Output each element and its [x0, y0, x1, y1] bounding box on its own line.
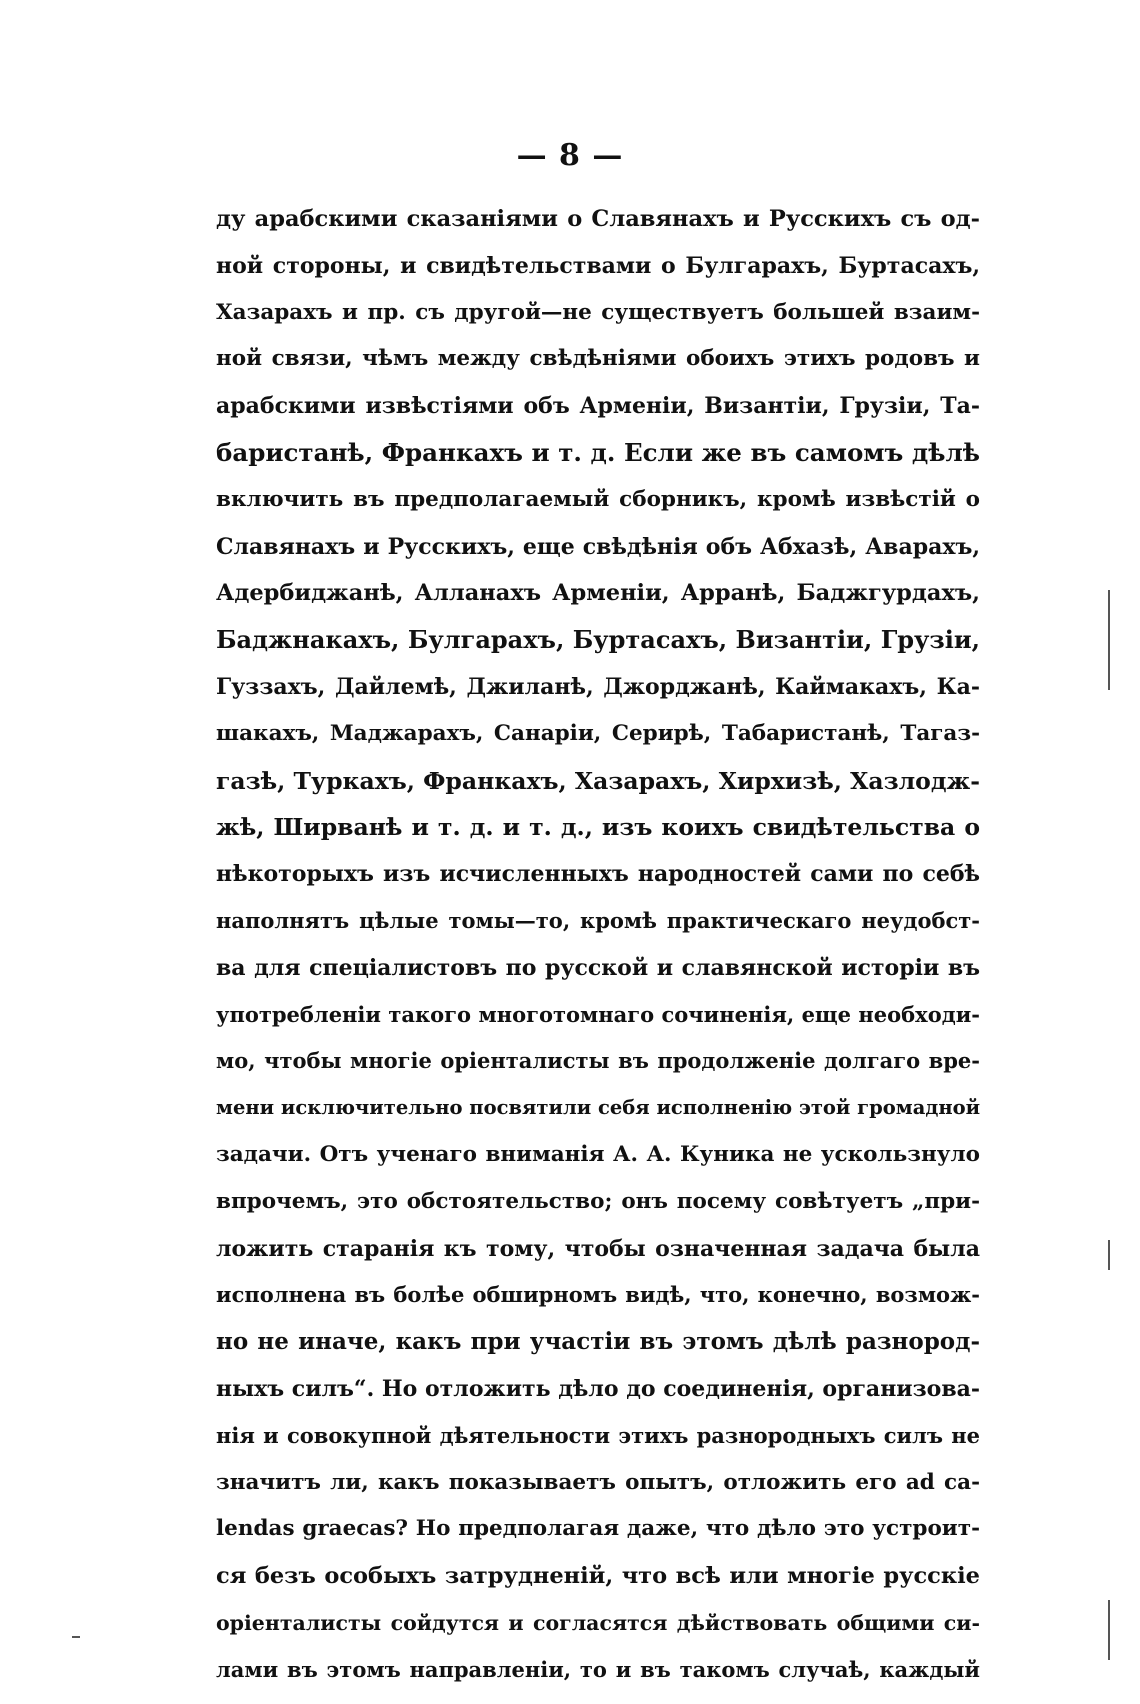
text-line: газѣ, Туркахъ, Франкахъ, Хазарахъ, Хирхизѣ, Хазлодж- [216, 766, 980, 795]
text-line: лами въ этомъ направленіи, то и въ такомъ случаѣ, каждый [216, 1656, 980, 1682]
text-line: задачи. Отъ ученаго вниманія А. А. Куника не ускользнуло [216, 1141, 980, 1167]
text-line: впрочемъ, это обстоятельство; онъ посему совѣтуетъ „при- [216, 1188, 980, 1214]
text-line: ва для спеціалистовъ по русской и славянской исторіи въ [216, 954, 980, 981]
text-line: шакахъ, Маджарахъ, Санаріи, Серирѣ, Табаристанѣ, Тагаз- [216, 720, 980, 746]
text-line: наполнятъ цѣлые томы—то, кромѣ практическаго неудобст- [216, 907, 980, 933]
text-line: Хазарахъ и пр. съ другой—не существуетъ большей взаим- [216, 299, 980, 325]
text-line: исполнена въ болѣе обширномъ видѣ, что, конечно, возмож- [216, 1282, 980, 1308]
text-line: арабскими извѣстіями объ Арменіи, Византіи, Грузіи, Та- [216, 393, 980, 420]
text-line: употребленіи такого многотомнаго сочиненія, еще необходи- [216, 1001, 980, 1027]
text-line: оріенталисты сойдутся и согласятся дѣйствовать общими си- [216, 1610, 980, 1635]
text-line: включить въ предполагаемый сборникъ, кромѣ извѣстій о [216, 486, 980, 512]
text-line: ныхъ силъ“. Но отложить дѣло до соединенія, организова- [216, 1375, 980, 1402]
text-line: ной связи, чѣмъ между свѣдѣніями обоихъ этихъ родовъ и [216, 346, 980, 372]
text-line: баристанѣ, Франкахъ и т. д. Если же въ самомъ дѣлѣ [216, 437, 980, 467]
text-line: нія и совокупной дѣятельности этихъ разнородныхъ силъ не [216, 1422, 980, 1448]
text-line: Гуззахъ, Дайлемѣ, Джиланѣ, Джорджанѣ, Каймакахъ, Ка- [216, 673, 980, 700]
scan-margin-mark [1108, 1600, 1110, 1660]
text-line: ду арабскими сказаніями о Славянахъ и Русскихъ съ од- [216, 206, 980, 232]
text-line: ложить старанія къ тому, чтобы означенная задача была [216, 1235, 980, 1262]
body-text [216, 196, 980, 1694]
text-line: значитъ ли, какъ показываетъ опытъ, отложить его ad ca- [216, 1469, 980, 1495]
scan-margin-mark [1108, 590, 1110, 690]
text-line: мо, чтобы многіе оріенталисты въ продолженіе долгаго вре- [216, 1048, 980, 1074]
text-line: жѣ, Ширванѣ и т. д. и т. д., изъ коихъ свидѣтельства о [216, 813, 980, 842]
text-line: ной стороны, и свидѣтельствами о Булгарахъ, Буртасахъ, [216, 252, 980, 279]
scan-margin-mark [72, 1636, 80, 1638]
text-line: Славянахъ и Русскихъ, еще свѣдѣнія объ Абхазѣ, Аварахъ, [216, 533, 980, 560]
text-line: нѣкоторыхъ изъ исчисленныхъ народностей сами по себѣ [216, 861, 980, 888]
text-line: ся безъ особыхъ затрудненій, что всѣ или многіе русскіе [216, 1563, 980, 1590]
text-line: Адербиджанѣ, Алланахъ Арменіи, Арранѣ, Баджгурдахъ, [216, 580, 980, 607]
text-line: lendas graecas? Но предполагая даже, что дѣло это устроит- [216, 1516, 980, 1542]
text-line: Баджнакахъ, Булгарахъ, Буртасахъ, Византіи, Грузіи, [216, 625, 980, 655]
scan-margin-mark [1108, 1240, 1110, 1270]
text-line: мени исключительно посвятили себя исполненію этой громадной [216, 1096, 980, 1120]
text-line: но не иначе, какъ при участіи въ этомъ дѣлѣ разнород- [216, 1328, 980, 1356]
page-number: — 8 — [516, 138, 624, 173]
